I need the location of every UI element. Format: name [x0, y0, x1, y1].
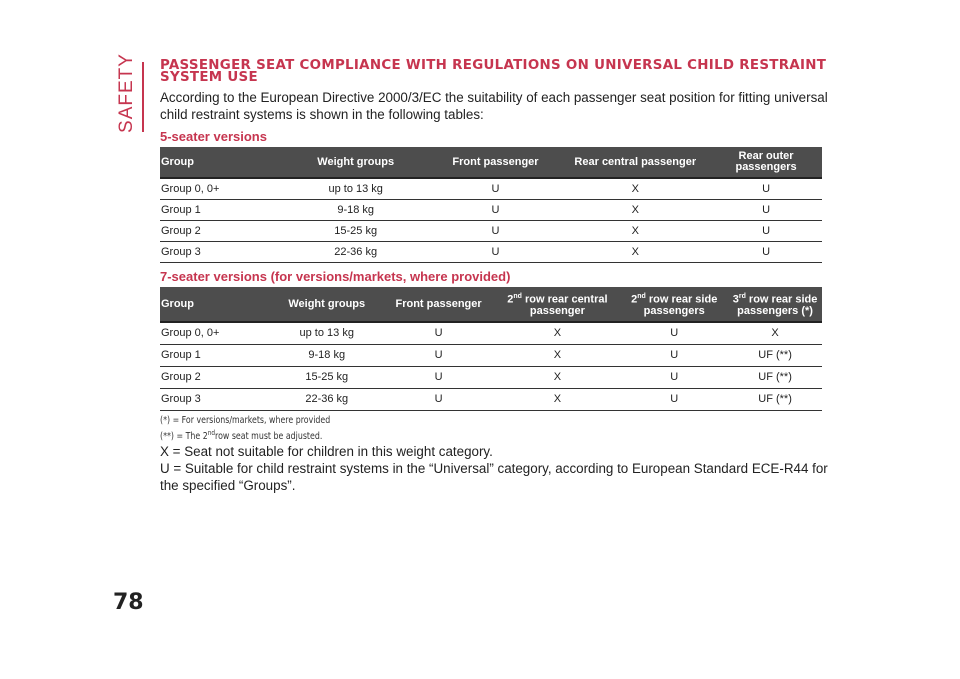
table-cell: Group 0, 0+ — [161, 327, 220, 339]
footnotes — [160, 415, 726, 443]
table7-heading: 7-seater versions (for versions/markets, where provided) — [160, 269, 511, 284]
table-cell: X — [553, 393, 562, 405]
table-cell: 9-18 kg — [308, 349, 346, 361]
table-cell: U — [762, 245, 771, 258]
table-cell: X — [631, 182, 639, 195]
table-cell: U — [491, 224, 500, 237]
table-row — [160, 367, 822, 389]
table-row — [160, 389, 822, 411]
table-cell: 15-25 kg — [305, 371, 349, 383]
table-header — [160, 147, 822, 179]
table-cell: X — [631, 203, 639, 216]
header-group: Group — [161, 155, 194, 168]
table-cell: X — [631, 224, 639, 237]
table-cell: 9-18 kg — [337, 203, 375, 216]
table-cell: U — [434, 371, 443, 383]
table5-heading: 5-seater versions — [160, 129, 267, 144]
page-number: 78 — [113, 590, 144, 615]
table-row — [160, 221, 822, 242]
table-cell: U — [434, 393, 443, 405]
table-cell: 22-36 kg — [305, 393, 349, 405]
header-rear-central: Rear central passenger — [574, 155, 697, 168]
table-cell: X — [771, 327, 779, 339]
section-label: SAFETY — [116, 53, 137, 133]
table-cell: up to 13 kg — [328, 182, 383, 195]
table-cell: Group 3 — [161, 245, 201, 258]
table-cell: U — [762, 224, 771, 237]
header-group: Group — [161, 297, 194, 310]
header-row2-side: 2nd row rear side passengers — [631, 293, 718, 317]
table-cell: U — [491, 182, 500, 195]
table-cell: Group 3 — [161, 393, 201, 405]
header-rear-outer: Rear outer passengers — [735, 150, 797, 173]
table-row — [160, 179, 822, 200]
table-cell: U — [670, 349, 679, 361]
table-row — [160, 200, 822, 221]
table-cell: UF (**) — [758, 349, 792, 361]
table-cell: U — [434, 349, 443, 361]
table-cell: U — [434, 327, 443, 339]
table-row — [160, 242, 822, 263]
section-divider — [142, 62, 144, 132]
table-cell: Group 2 — [161, 224, 201, 237]
table-cell: UF (**) — [758, 393, 792, 405]
table-cell: Group 1 — [161, 349, 201, 361]
footnote-1: (*) = For versions/markets, where provided — [160, 415, 331, 426]
table-cell: U — [762, 182, 771, 195]
table-cell: Group 0, 0+ — [161, 182, 220, 195]
table-cell: 22-36 kg — [334, 245, 378, 258]
header-weight: Weight groups — [288, 297, 366, 310]
header-row3-side: 3rd row rear side passengers (*) — [732, 293, 818, 317]
intro-paragraph: According to the European Directive 2000/3/EC the suitability of each passenger seat position for fitting universal child restraint systems is shown in the following tables: — [160, 90, 828, 122]
table-header — [160, 287, 822, 323]
table-cell: X — [553, 371, 562, 383]
table-cell: U — [670, 393, 679, 405]
header-weight: Weight groups — [317, 155, 395, 168]
table-cell: U — [670, 371, 679, 383]
main-content — [160, 60, 850, 494]
table-cell: U — [491, 203, 500, 216]
table-cell: X — [553, 327, 562, 339]
table-cell: 15-25 kg — [334, 224, 378, 237]
legend-x: X = Seat not suitable for children in this weight category. — [160, 444, 493, 460]
table-cell: up to 13 kg — [299, 327, 354, 339]
table-cell: X — [553, 349, 562, 361]
footnote-2: (**) = The 2ndrow seat must be adjusted. — [160, 429, 323, 443]
header-front: Front passenger — [452, 155, 539, 168]
header-row2-central: 2nd row rear central passenger — [507, 293, 608, 317]
table-5-seater — [160, 147, 822, 263]
page-title: PASSENGER SEAT COMPLIANCE WITH REGULATIONS ON UNIVERSAL CHILD RESTRAINT SYSTEM USE — [160, 58, 827, 85]
table-cell: X — [631, 245, 639, 258]
table-cell: Group 2 — [161, 371, 201, 383]
table-row — [160, 323, 822, 345]
table-cell: U — [762, 203, 771, 216]
table-cell: UF (**) — [758, 371, 792, 383]
header-front: Front passenger — [395, 297, 482, 310]
table-cell: U — [670, 327, 679, 339]
table-7-seater — [160, 287, 822, 411]
legend-u: U = Suitable for child restraint systems in the “Universal” category, according to European Standard ECE-R44 for the specified “Groups”. — [160, 461, 828, 494]
table-cell: Group 1 — [161, 203, 201, 216]
table-row — [160, 345, 822, 367]
table-cell: U — [491, 245, 500, 258]
